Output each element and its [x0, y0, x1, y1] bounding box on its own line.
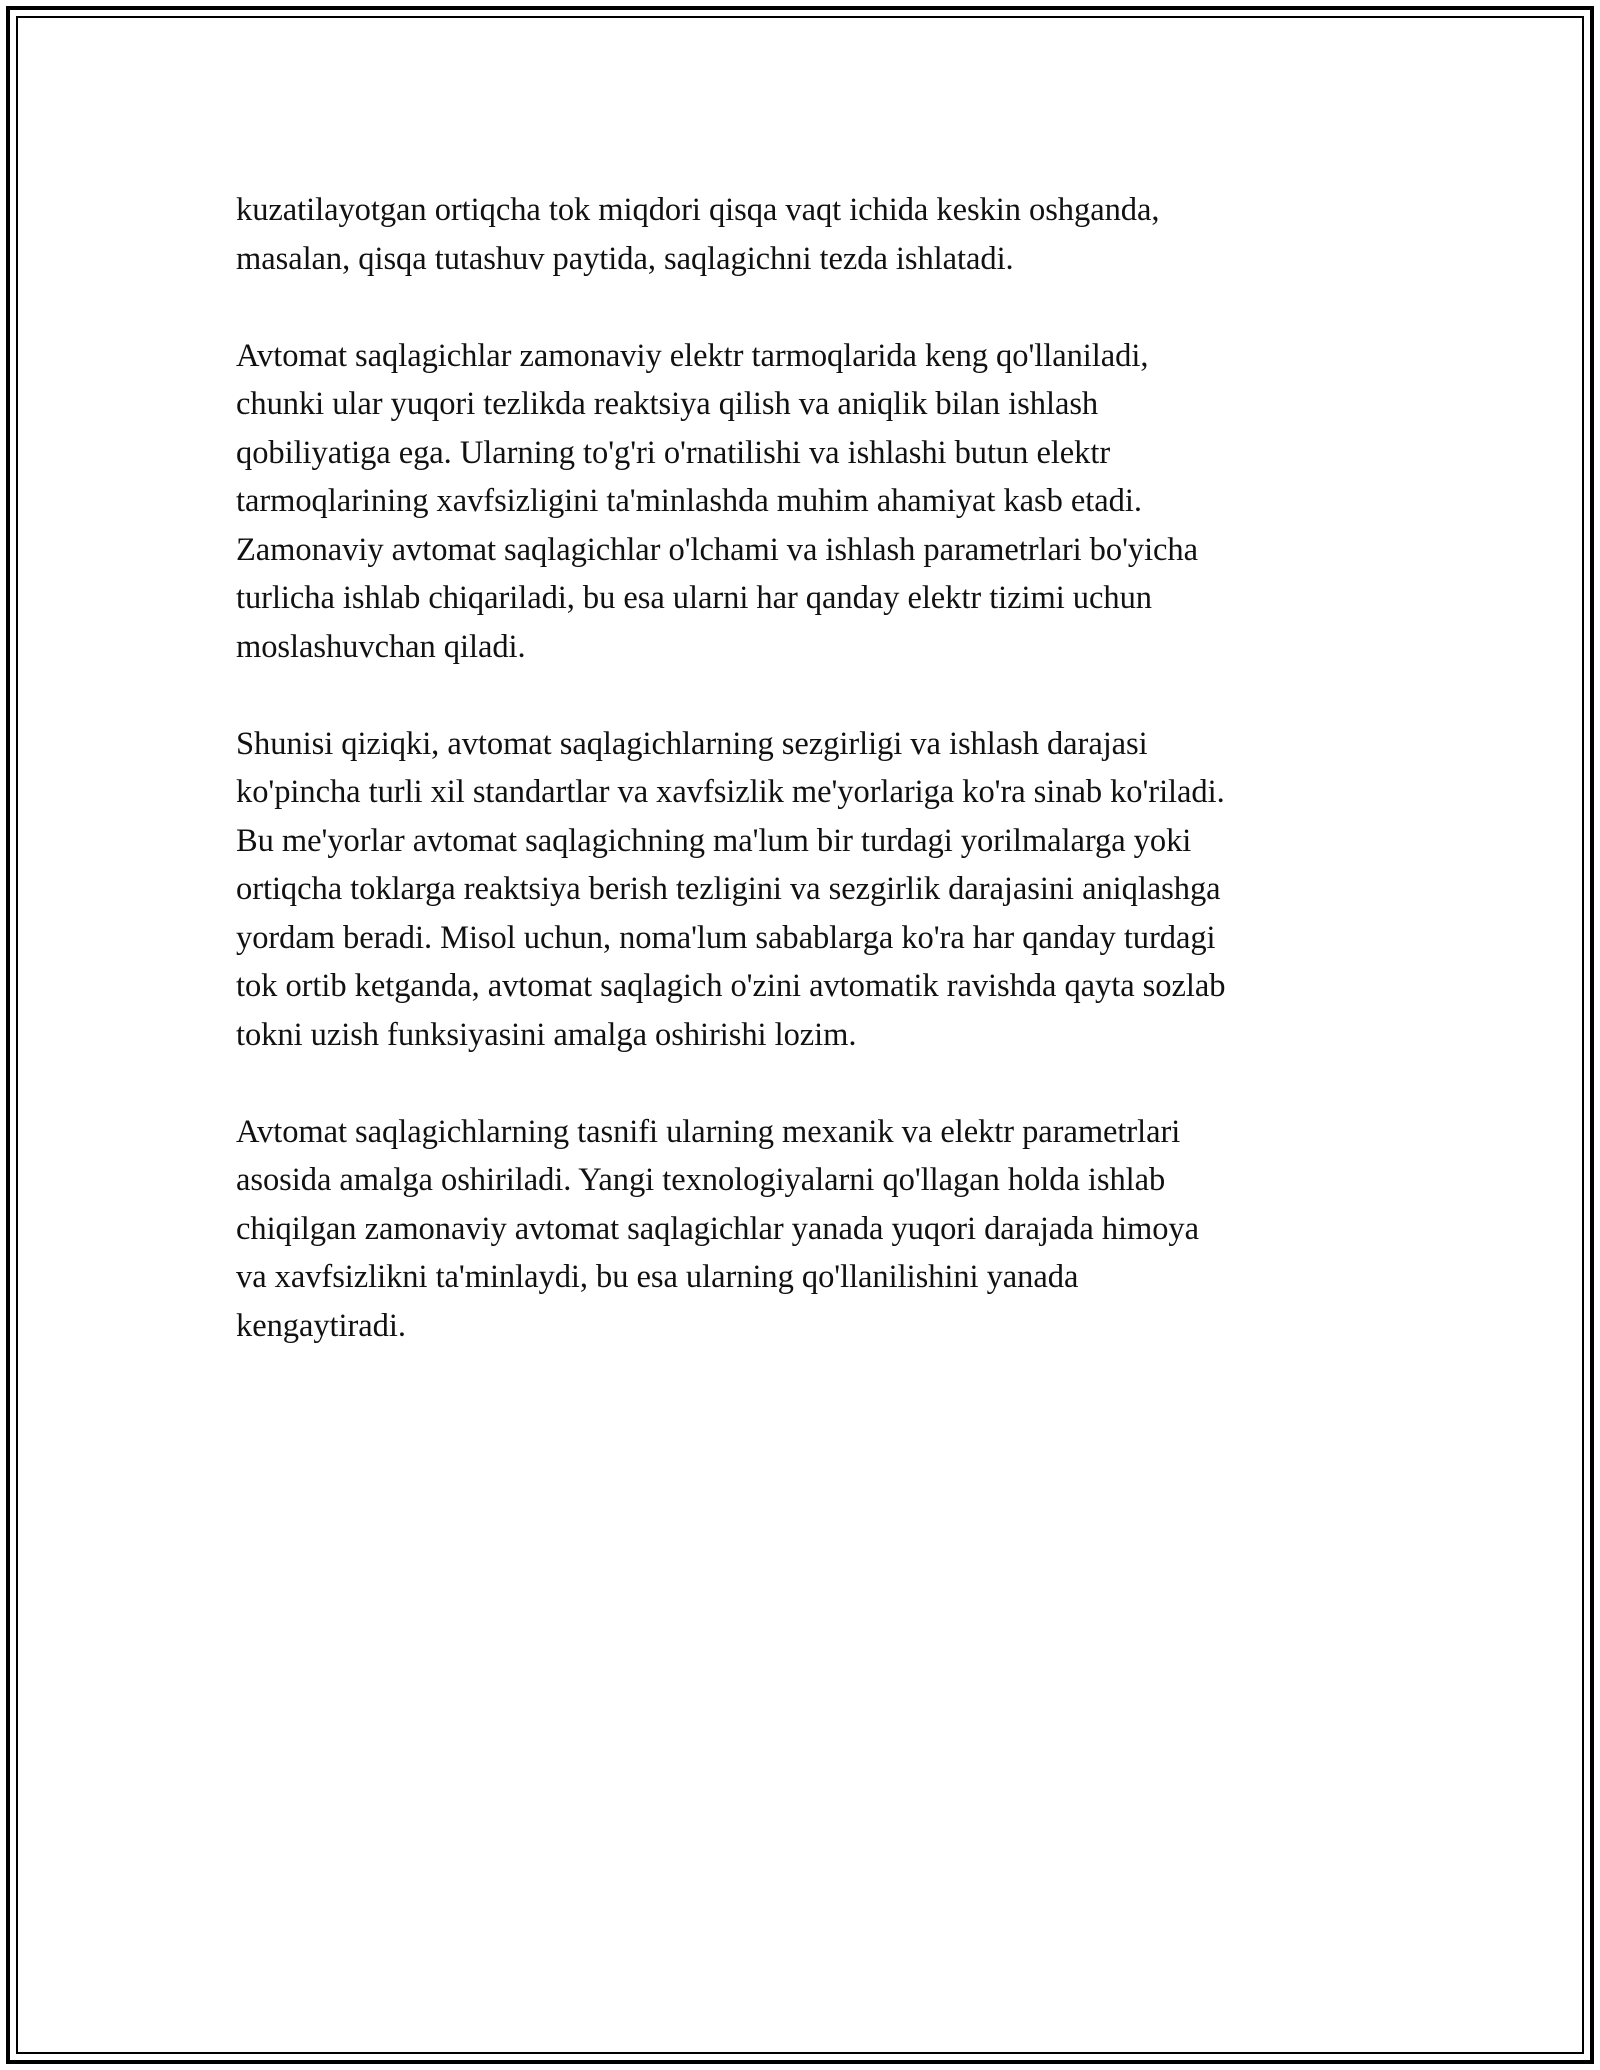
text-line: qobiliyatiga ega. Ularning to'g'ri o'rnatilishi va ishlashi butun elektr	[236, 434, 1111, 471]
text-line: va xavfsizlikni ta'minlaydi, bu esa ularning qo'llanilishini yanada	[236, 1259, 1079, 1295]
text-line: Bu me'yorlar avtomat saqlagichning ma'lum bir turdagi yorilmalarga yoki	[236, 822, 1192, 859]
text-line: tokni uzish funksiyasini amalga oshirishi lozim.	[236, 1016, 857, 1053]
paragraph-2	[236, 332, 1386, 672]
text-line: Shunisi qiziqki, avtomat saqlagichlarning sezgirligi va ishlash darajasi	[236, 725, 1148, 762]
paragraph-3	[236, 720, 1386, 1060]
text-line: kuzatilayotgan ortiqcha tok miqdori qisqa vaqt ichida keskin oshganda,	[236, 192, 1160, 228]
text-line: Avtomat saqlagichlar zamonaviy elektr tarmoqlarida keng qo'llaniladi,	[236, 337, 1149, 374]
text-line: moslashuvchan qiladi.	[236, 628, 526, 665]
text-line: yordam beradi. Misol uchun, noma'lum sabablarga ko'ra har qanday turdagi	[236, 919, 1216, 956]
text-line: masalan, qisqa tutashuv paytida, saqlagichni tezda ishlatadi.	[236, 240, 1014, 277]
text-line: chiqilgan zamonaviy avtomat saqlagichlar yanada yuqori darajada himoya	[236, 1210, 1200, 1247]
text-line: asosida amalga oshiriladi. Yangi texnologiyalarni qo'llagan holda ishlab	[236, 1162, 1166, 1198]
paragraph-4	[236, 1108, 1386, 1351]
document-body	[236, 186, 1386, 1399]
text-line: tarmoqlarining xavfsizligini ta'minlashda muhim ahamiyat kasb etadi.	[236, 483, 1142, 519]
text-line: chunki ular yuqori tezlikda reaktsiya qilish va aniqlik bilan ishlash	[236, 386, 1099, 422]
text-line: ortiqcha toklarga reaktsiya berish tezligini va sezgirlik darajasini aniqlashga	[236, 871, 1221, 907]
text-line: ko'pincha turli xil standartlar va xavfsizlik me'yorlariga ko'ra sinab ko'riladi.	[236, 774, 1225, 810]
paragraph-1	[236, 186, 1386, 283]
text-line: kengaytiradi.	[236, 1307, 406, 1344]
text-line: tok ortib ketganda, avtomat saqlagich o'zini avtomatik ravishda qayta sozlab	[236, 968, 1226, 1004]
text-line: turlicha ishlab chiqariladi, bu esa ularni har qanday elektr tizimi uchun	[236, 580, 1152, 616]
text-line: Zamonaviy avtomat saqlagichlar o'lchami va ishlash parametrlari bo'yicha	[236, 531, 1199, 568]
text-line: Avtomat saqlagichlarning tasnifi ularning mexanik va elektr parametrlari	[236, 1113, 1181, 1150]
